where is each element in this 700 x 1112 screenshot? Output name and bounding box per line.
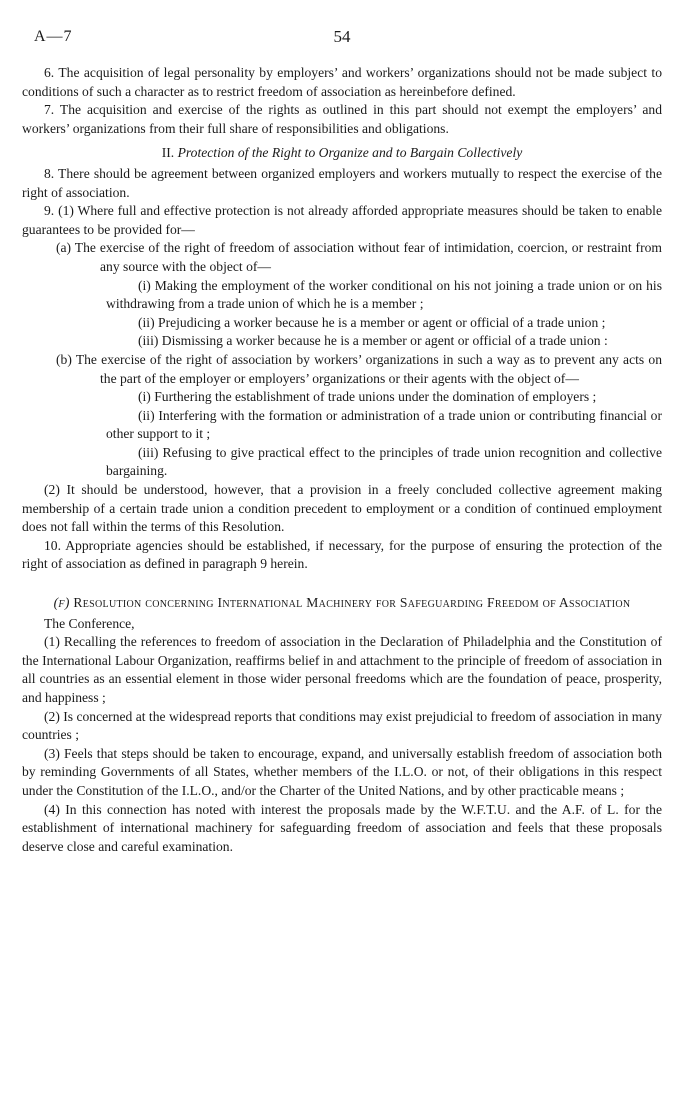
section-heading — [22, 144, 662, 163]
clause-a: (a) The exercise of the right of freedom of association without fear of intimidation, coercion, or restraint from any source with the object of— — [56, 240, 662, 274]
resolution-clause-2: (2) Is concerned at the widespread reports that conditions may exist prejudicial to freedom of association in many countries ; — [22, 708, 662, 743]
resolution-opening: The Conference, — [44, 615, 135, 631]
clause-b-i: (i) Furthering the establishment of trade unions under the domination of employers ; — [138, 389, 597, 405]
clause-a-iii: (iii) Dismissing a worker because he is a member or agent or official of a trade union : — [138, 333, 608, 349]
section-title: Protection of the Right to Organize and to Bargain Collectively — [177, 145, 523, 161]
document-reference: A—7 — [34, 28, 73, 45]
paragraph-10: 10. Appropriate agencies should be established, if necessary, for the purpose of ensuring the protection of the right of association as defined in paragraph 9 herein. — [22, 537, 662, 572]
page-number: 54 — [333, 27, 351, 46]
clause-b: (b) The exercise of the right of association by workers’ organizations in such a way as to prevent any acts on the part of the employer or employers’ organizations or their agents with the object of— — [56, 351, 662, 386]
clause-b-iii: (iii) Refusing to give practical effect to the principles of trade union recognition and collective bargaining. — [106, 444, 662, 479]
paragraph-9: 9. (1) Where full and effective protection is not already afforded appropriate measures should be taken to enable guarantees to be provided for— — [22, 203, 662, 237]
paragraph-6: 6. The acquisition of legal personality by employers’ and workers’ organizations should not be made subject to conditions of such a character as to restrict freedom of association as hereinbefore defined. — [22, 65, 662, 99]
resolution-clause-1: (1) Recalling the references to freedom of association in the Declaration of Philadelphia and the Constitution of the International Labour Organization, reaffirms belief in and attachment to the principle of freedom of association in all countries as an essential element in those wider personal freedoms which are the foundation of peace, prosperity, and happiness ; — [22, 634, 662, 705]
paragraph-9-2: (2) It should be understood, however, that a provision in a freely concluded collective agreement making membership of a certain trade union a condition precedent to employment or a condition of continued employment does not fall within the terms of this Resolution. — [22, 482, 662, 535]
resolution-clause-3: (3) Feels that steps should be taken to encourage, expand, and universally establish freedom of association both by reminding Governments of all States, whether members of the I.L.O. or not, of their obligations in this respect under the Constitution of the I.L.O., and/or the Charter of the United Nations, and by other practicable means ; — [22, 745, 662, 798]
section-numeral: II. — [161, 145, 175, 161]
paragraph-7: 7. The acquisition and exercise of the rights as outlined in this part should not exempt the employers’ and workers’ organizations from their full share of responsibilities and obligations. — [22, 102, 662, 136]
clause-b-list — [106, 388, 662, 481]
page-header — [22, 28, 662, 50]
clause-a-list — [106, 277, 662, 351]
clause-a-ii: (ii) Prejudicing a worker because he is a member or agent or official of a trade union ; — [138, 314, 606, 330]
resolution-clause-4: (4) In this connection has noted with interest the proposals made by the W.F.T.U. and the A.F. of L. for the establishment of international machinery for safeguarding freedom of association and feels that these proposals deserve close and careful examination. — [22, 801, 662, 854]
resolution-title — [22, 594, 662, 613]
clause-a-i: (i) Making the employment of the worker conditional on his not joining a trade union or on his withdrawing from a trade union of which he is a member ; — [106, 277, 662, 312]
clause-b-ii: (ii) Interfering with the formation or administration of a trade union or contributing financial or other support to it ; — [106, 407, 662, 442]
paragraph-8: 8. There should be agreement between organized employers and workers mutually to respect the exercise of the right of association. — [22, 165, 662, 200]
resolution-label: (f) — [53, 595, 70, 611]
resolution-title-text: Resolution concerning International Machinery for Safeguarding Freedom of Association — [73, 595, 631, 611]
